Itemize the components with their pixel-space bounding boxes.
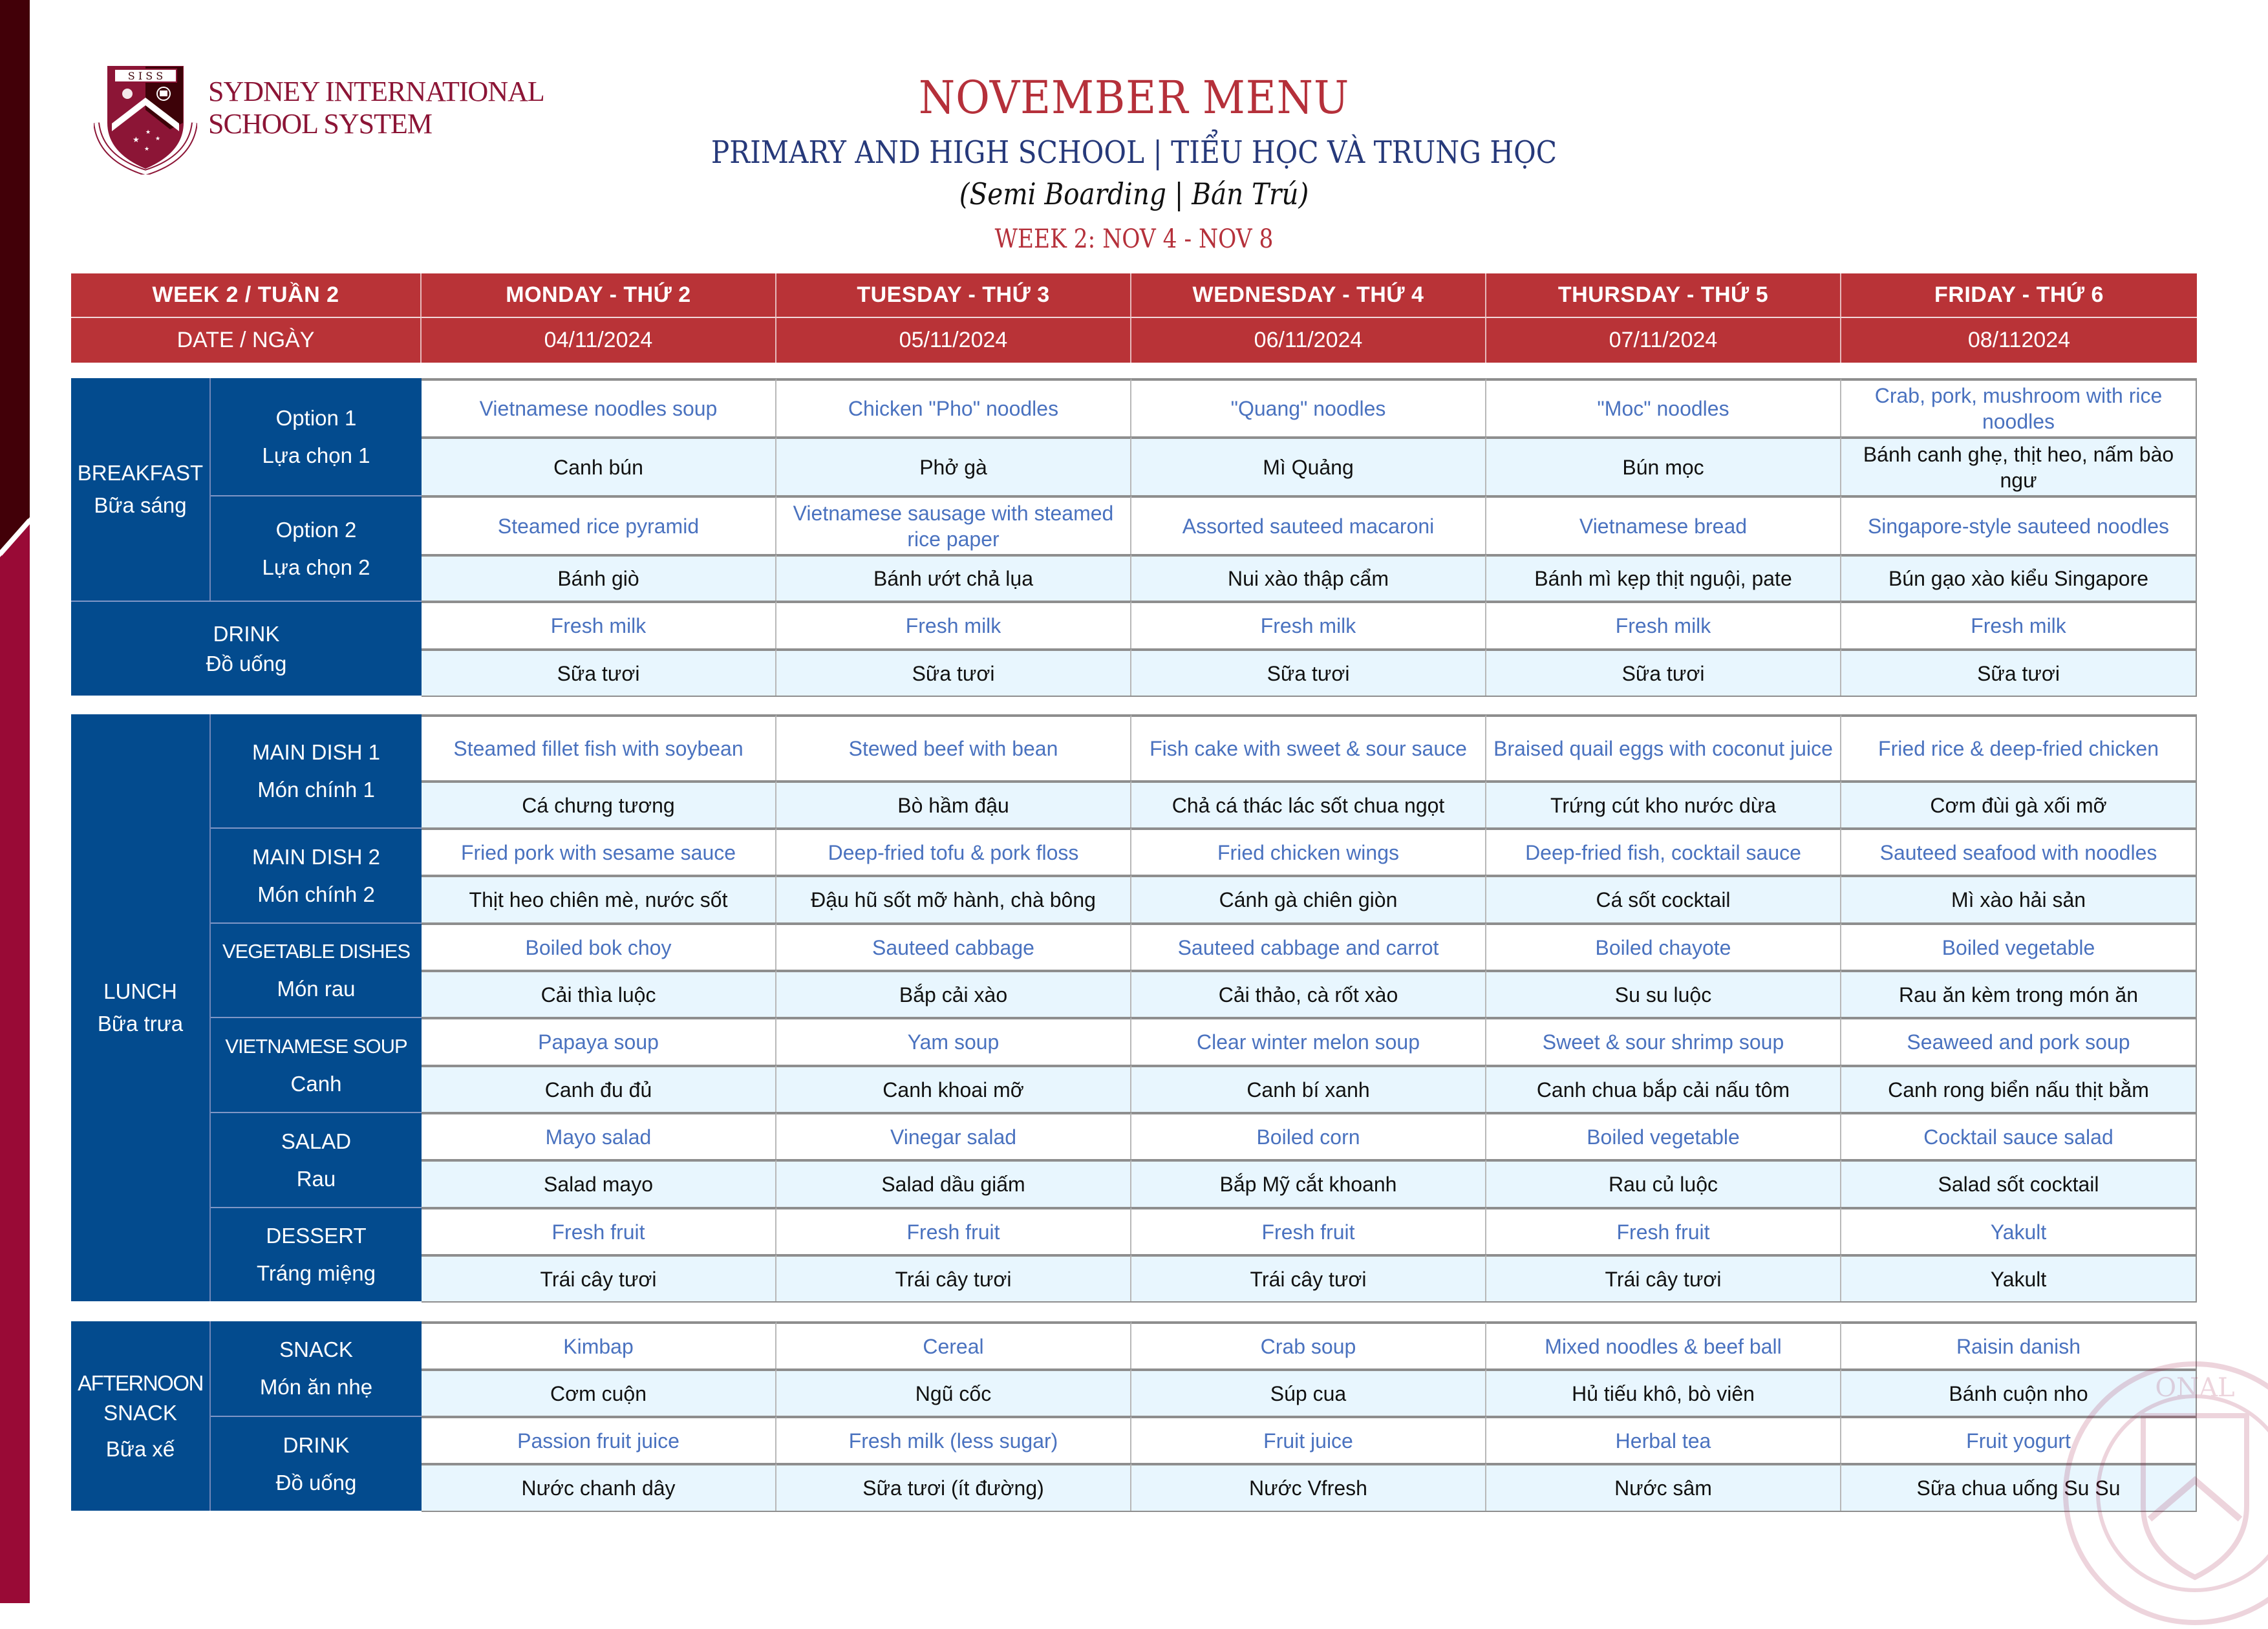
main-dish2-label: [211, 827, 422, 922]
page-subtitle: PRIMARY AND HIGH SCHOOL | TIỂU HỌC VÀ TRUNG HỌC: [711, 134, 1557, 171]
menu-cell-lunch-main1-vi-thursday: Trứng cút kho nước dừa: [1486, 780, 1841, 827]
menu-cell-lunch-dessert-vi-friday: Yakult: [1841, 1254, 2197, 1301]
soup-label-en: VIETNAMESE SOUP: [225, 1034, 407, 1058]
menu-cell-lunch-main2-vi-tuesday: Đậu hũ sốt mỡ hành, chà bông: [776, 875, 1131, 922]
menu-cell-lunch-main2-en-tuesday: Deep-fried tofu & pork floss: [776, 827, 1131, 875]
menu-cell-breakfast-option1-en-monday: Vietnamese noodles soup: [422, 378, 776, 436]
menu-cell-lunch-main1-en-wednesday: Fish cake with sweet & sour sauce: [1131, 714, 1486, 780]
menu-cell-breakfast-option1-en-wednesday: "Quang" noodles: [1131, 378, 1486, 436]
snack-label: [211, 1321, 422, 1416]
menu-cell-lunch-vegetable-vi-monday: Cải thìa luộc: [422, 970, 776, 1017]
menu-cell-afternoon-drink-en-wednesday: Fruit juice: [1131, 1416, 1486, 1463]
menu-cell-lunch-main2-en-wednesday: Fried chicken wings: [1131, 827, 1486, 875]
menu-cell-afternoon-snack-vi-monday: Cơm cuộn: [422, 1368, 776, 1416]
salad-label-vi: Rau: [296, 1166, 336, 1191]
menu-cell-lunch-salad-vi-wednesday: Bắp Mỹ cắt khoanh: [1131, 1159, 1486, 1207]
day-header-tuesday: TUESDAY - THỨ 3: [776, 273, 1131, 318]
afternoon-label-en1: AFTERNOON: [78, 1370, 203, 1395]
soup-label-vi: Canh: [290, 1071, 342, 1096]
breakfast-label-en: BREAKFAST: [77, 461, 204, 485]
breakfast-drink-label: [71, 601, 422, 696]
dessert-label: [211, 1207, 422, 1301]
date-thursday: 07/11/2024: [1486, 318, 1841, 363]
dessert-label-vi: Tráng miệng: [256, 1261, 376, 1285]
menu-cell-breakfast-option1-vi-friday: Bánh canh ghẹ, thịt heo, nấm bào ngư: [1841, 436, 2197, 495]
menu-cell-afternoon-drink-vi-tuesday: Sữa tươi (ít đường): [776, 1463, 1131, 1511]
main-dish1-label-en: MAIN DISH 1: [251, 740, 381, 764]
menu-cell-afternoon-drink-en-monday: Passion fruit juice: [422, 1416, 776, 1463]
menu-cell-afternoon-drink-vi-friday: Sữa chua uống Su Su: [1841, 1463, 2197, 1511]
menu-cell-breakfast-drink-vi-friday: Sữa tươi: [1841, 648, 2197, 696]
menu-cell-breakfast-option2-vi-thursday: Bánh mì kẹp thịt nguội, pate: [1486, 554, 1841, 601]
menu-cell-afternoon-snack-en-thursday: Mixed noodles & beef ball: [1486, 1321, 1841, 1368]
vegetable-label: [211, 922, 422, 1017]
menu-cell-afternoon-snack-en-tuesday: Cereal: [776, 1321, 1131, 1368]
svg-text:S I S S: S I S S: [127, 70, 164, 82]
afternoon-label-en2: SNACK: [103, 1400, 177, 1425]
menu-cell-afternoon-snack-en-monday: Kimbap: [422, 1321, 776, 1368]
menu-cell-breakfast-drink-en-wednesday: Fresh milk: [1131, 601, 1486, 648]
table-header: [71, 273, 2197, 363]
svg-text:★: ★: [145, 129, 151, 135]
date-tuesday: 05/11/2024: [776, 318, 1131, 363]
snack-label-vi: Món ăn nhẹ: [259, 1375, 373, 1399]
option1-label: [211, 378, 422, 495]
afternoon-drink-label-en: DRINK: [283, 1432, 350, 1457]
program-label: (Semi Boarding | Bán Trú): [959, 176, 1309, 211]
menu-cell-lunch-main1-vi-tuesday: Bò hầm đậu: [776, 780, 1131, 827]
menu-cell-afternoon-drink-vi-monday: Nước chanh dây: [422, 1463, 776, 1511]
dessert-label-en: DESSERT: [266, 1224, 367, 1248]
day-header-wednesday: WEDNESDAY - THỨ 4: [1131, 273, 1486, 318]
menu-cell-lunch-dessert-vi-wednesday: Trái cây tươi: [1131, 1254, 1486, 1301]
menu-cell-lunch-main2-vi-thursday: Cá sốt cocktail: [1486, 875, 1841, 922]
main-dish1-label: [211, 714, 422, 827]
menu-cell-afternoon-drink-vi-wednesday: Nước Vfresh: [1131, 1463, 1486, 1511]
option2-label: [211, 495, 422, 601]
menu-cell-lunch-main2-vi-monday: Thịt heo chiên mè, nước sốt: [422, 875, 776, 922]
menu-cell-lunch-salad-vi-monday: Salad mayo: [422, 1159, 776, 1207]
menu-cell-breakfast-option1-vi-wednesday: Mì Quảng: [1131, 436, 1486, 495]
breakfast-drink-label-vi: Đồ uống: [206, 651, 287, 676]
school-name-line2: SCHOOL SYSTEM: [208, 108, 432, 140]
menu-cell-breakfast-option1-vi-thursday: Bún mọc: [1486, 436, 1841, 495]
menu-cell-breakfast-option2-en-monday: Steamed rice pyramid: [422, 495, 776, 554]
soup-label: [211, 1017, 422, 1112]
menu-cell-lunch-salad-en-monday: Mayo salad: [422, 1112, 776, 1159]
menu-cell-lunch-main2-vi-friday: Mì xào hải sản: [1841, 875, 2197, 922]
menu-cell-breakfast-option1-en-tuesday: Chicken "Pho" noodles: [776, 378, 1131, 436]
menu-cell-afternoon-snack-vi-tuesday: Ngũ cốc: [776, 1368, 1131, 1416]
menu-cell-lunch-dessert-en-monday: Fresh fruit: [422, 1207, 776, 1254]
menu-cell-breakfast-drink-vi-monday: Sữa tươi: [422, 648, 776, 696]
menu-cell-breakfast-option2-vi-wednesday: Nui xào thập cẩm: [1131, 554, 1486, 601]
breakfast-label-vi: Bữa sáng: [94, 493, 187, 517]
menu-cell-breakfast-drink-vi-thursday: Sữa tươi: [1486, 648, 1841, 696]
menu-cell-breakfast-drink-en-friday: Fresh milk: [1841, 601, 2197, 648]
menu-cell-lunch-main1-en-thursday: Braised quail eggs with coconut juice: [1486, 714, 1841, 780]
menu-cell-breakfast-option2-en-tuesday: Vietnamese sausage with steamed rice paper: [776, 495, 1131, 554]
menu-cell-afternoon-snack-vi-friday: Bánh cuộn nho: [1841, 1368, 2197, 1416]
menu-cell-lunch-vegetable-vi-thursday: Su su luộc: [1486, 970, 1841, 1017]
menu-cell-lunch-salad-en-tuesday: Vinegar salad: [776, 1112, 1131, 1159]
menu-cell-lunch-dessert-vi-monday: Trái cây tươi: [422, 1254, 776, 1301]
menu-cell-lunch-main1-vi-wednesday: Chả cá thác lác sốt chua ngọt: [1131, 780, 1486, 827]
lunch-label-en: LUNCH: [103, 979, 177, 1003]
date-label: DATE / NGÀY: [71, 318, 422, 363]
main-dish2-label-en: MAIN DISH 2: [251, 844, 381, 869]
menu-cell-afternoon-snack-vi-wednesday: Súp cua: [1131, 1368, 1486, 1416]
menu-cell-lunch-soup-vi-monday: Canh đu đủ: [422, 1065, 776, 1112]
menu-cell-lunch-soup-en-thursday: Sweet & sour shrimp soup: [1486, 1017, 1841, 1065]
menu-cell-breakfast-option1-en-friday: Crab, pork, mushroom with rice noodles: [1841, 378, 2197, 436]
date-wednesday: 06/11/2024: [1131, 318, 1486, 363]
day-header-thursday: THURSDAY - THỨ 5: [1486, 273, 1841, 318]
menu-cell-lunch-salad-vi-friday: Salad sốt cocktail: [1841, 1159, 2197, 1207]
breakfast-label: [71, 378, 211, 601]
menu-cell-lunch-vegetable-en-wednesday: Sauteed cabbage and carrot: [1131, 922, 1486, 970]
menu-cell-breakfast-option2-vi-monday: Bánh giò: [422, 554, 776, 601]
menu-cell-breakfast-option2-en-thursday: Vietnamese bread: [1486, 495, 1841, 554]
snack-label-en: SNACK: [279, 1337, 353, 1361]
menu-cell-breakfast-drink-vi-tuesday: Sữa tươi: [776, 648, 1131, 696]
breakfast-drink-label-en: DRINK: [213, 621, 280, 646]
decorative-side-bar: [0, 0, 30, 1603]
menu-cell-lunch-vegetable-vi-tuesday: Bắp cải xào: [776, 970, 1131, 1017]
menu-cell-lunch-salad-vi-thursday: Rau củ luộc: [1486, 1159, 1841, 1207]
menu-cell-afternoon-snack-en-friday: Raisin danish: [1841, 1321, 2197, 1368]
menu-cell-lunch-vegetable-en-thursday: Boiled chayote: [1486, 922, 1841, 970]
menu-cell-lunch-dessert-en-tuesday: Fresh fruit: [776, 1207, 1131, 1254]
menu-cell-breakfast-option1-vi-tuesday: Phở gà: [776, 436, 1131, 495]
menu-cell-breakfast-option2-vi-friday: Bún gạo xào kiểu Singapore: [1841, 554, 2197, 601]
menu-cell-breakfast-option2-en-wednesday: Assorted sauteed macaroni: [1131, 495, 1486, 554]
menu-cell-lunch-salad-en-friday: Cocktail sauce salad: [1841, 1112, 2197, 1159]
menu-cell-lunch-soup-vi-friday: Canh rong biển nấu thịt bằm: [1841, 1065, 2197, 1112]
menu-cell-breakfast-drink-en-monday: Fresh milk: [422, 601, 776, 648]
menu-cell-lunch-dessert-en-friday: Yakult: [1841, 1207, 2197, 1254]
menu-cell-lunch-soup-vi-thursday: Canh chua bắp cải nấu tôm: [1486, 1065, 1841, 1112]
menu-cell-lunch-soup-en-wednesday: Clear winter melon soup: [1131, 1017, 1486, 1065]
date-monday: 04/11/2024: [422, 318, 776, 363]
option1-label-en: Option 1: [275, 405, 357, 430]
menu-cell-lunch-vegetable-vi-friday: Rau ăn kèm trong món ăn: [1841, 970, 2197, 1017]
salad-label-en: SALAD: [281, 1129, 352, 1153]
week-range: WEEK 2: NOV 4 - NOV 8: [994, 224, 1274, 254]
watermark-seal-icon: [2059, 1358, 2268, 1629]
afternoon-drink-label: [211, 1416, 422, 1511]
menu-cell-lunch-main1-en-tuesday: Stewed beef with bean: [776, 714, 1131, 780]
option2-label-vi: Lựa chọn 2: [262, 555, 370, 579]
menu-cell-breakfast-option1-en-thursday: "Moc" noodles: [1486, 378, 1841, 436]
menu-cell-afternoon-drink-en-thursday: Herbal tea: [1486, 1416, 1841, 1463]
day-header-friday: FRIDAY - THỨ 6: [1841, 273, 2197, 318]
afternoon-snack-label: [71, 1321, 211, 1511]
svg-text:★: ★: [155, 135, 161, 142]
menu-cell-afternoon-snack-vi-thursday: Hủ tiếu khô, bò viên: [1486, 1368, 1841, 1416]
afternoon-drink-label-vi: Đồ uống: [275, 1470, 357, 1495]
vegetable-label-en: VEGETABLE DISHES: [222, 940, 411, 963]
menu-cell-lunch-vegetable-en-friday: Boiled vegetable: [1841, 922, 2197, 970]
menu-cell-lunch-dessert-en-wednesday: Fresh fruit: [1131, 1207, 1486, 1254]
svg-text:★: ★: [133, 135, 140, 144]
date-friday: 08/112024: [1967, 328, 2071, 352]
menu-cell-lunch-soup-vi-wednesday: Canh bí xanh: [1131, 1065, 1486, 1112]
svg-text:ONAL: ONAL: [2155, 1373, 2235, 1403]
menu-cell-breakfast-drink-vi-wednesday: Sữa tươi: [1131, 648, 1486, 696]
menu-cell-lunch-main1-en-friday: Fried rice & deep-fried chicken: [1841, 714, 2197, 780]
menu-cell-breakfast-option2-en-friday: Singapore-style sauteed noodles: [1841, 495, 2197, 554]
lunch-section: [71, 714, 2197, 1301]
menu-cell-lunch-main1-vi-monday: Cá chưng tương: [422, 780, 776, 827]
week-label: WEEK 2 / TUẦN 2: [71, 273, 422, 318]
menu-cell-lunch-main2-en-monday: Fried pork with sesame sauce: [422, 827, 776, 875]
menu-cell-lunch-main1-vi-friday: Cơm đùi gà xối mỡ: [1841, 780, 2197, 827]
menu-cell-breakfast-option2-vi-tuesday: Bánh ướt chả lụa: [776, 554, 1131, 601]
menu-cell-lunch-vegetable-vi-wednesday: Cải thảo, cà rốt xào: [1131, 970, 1486, 1017]
afternoon-snack-section: [71, 1321, 2197, 1511]
main-dish1-label-vi: Món chính 1: [257, 777, 375, 802]
menu-cell-afternoon-drink-en-tuesday: Fresh milk (less sugar): [776, 1416, 1131, 1463]
menu-cell-lunch-salad-en-thursday: Boiled vegetable: [1486, 1112, 1841, 1159]
menu-cell-lunch-soup-en-monday: Papaya soup: [422, 1017, 776, 1065]
menu-cell-lunch-main2-vi-wednesday: Cánh gà chiên giòn: [1131, 875, 1486, 922]
day-header-monday: MONDAY - THỨ 2: [422, 273, 776, 318]
menu-cell-lunch-main1-en-monday: Steamed fillet fish with soybean: [422, 714, 776, 780]
menu-cell-lunch-salad-vi-tuesday: Salad dầu giấm: [776, 1159, 1131, 1207]
menu-cell-lunch-main2-en-friday: Sauteed seafood with noodles: [1841, 827, 2197, 875]
lunch-label-vi: Bữa trưa: [97, 1012, 184, 1036]
menu-cell-lunch-main2-en-thursday: Deep-fried fish, cocktail sauce: [1486, 827, 1841, 875]
menu-cell-lunch-salad-en-wednesday: Boiled corn: [1131, 1112, 1486, 1159]
menu-cell-breakfast-option1-vi-monday: Canh bún: [422, 436, 776, 495]
menu-cell-afternoon-drink-en-friday: Fruit yogurt: [1841, 1416, 2197, 1463]
menu-cell-lunch-vegetable-en-monday: Boiled bok choy: [422, 922, 776, 970]
svg-text:★: ★: [144, 145, 150, 152]
salad-label: [211, 1112, 422, 1207]
vegetable-label-vi: Món rau: [277, 977, 356, 1001]
menu-cell-afternoon-snack-en-wednesday: Crab soup: [1131, 1321, 1486, 1368]
menu-cell-lunch-soup-en-tuesday: Yam soup: [776, 1017, 1131, 1065]
breakfast-section: [71, 378, 2197, 696]
main-dish2-label-vi: Món chính 2: [257, 882, 375, 906]
menu-cell-lunch-vegetable-en-tuesday: Sauteed cabbage: [776, 922, 1131, 970]
page-title: NOVEMBER MENU: [918, 71, 1350, 124]
menu-cell-afternoon-drink-vi-thursday: Nước sâm: [1486, 1463, 1841, 1511]
lunch-label: [71, 714, 211, 1301]
option1-label-vi: Lựa chọn 1: [262, 443, 370, 467]
menu-cell-lunch-dessert-vi-thursday: Trái cây tươi: [1486, 1254, 1841, 1301]
school-name-line1: SYDNEY INTERNATIONAL: [208, 76, 544, 107]
menu-cell-lunch-dessert-vi-tuesday: Trái cây tươi: [776, 1254, 1131, 1301]
menu-cell-breakfast-drink-en-thursday: Fresh milk: [1486, 601, 1841, 648]
afternoon-label-vi: Bữa xế: [105, 1436, 175, 1461]
menu-cell-breakfast-drink-en-tuesday: Fresh milk: [776, 601, 1131, 648]
menu-cell-lunch-soup-vi-tuesday: Canh khoai mỡ: [776, 1065, 1131, 1112]
menu-cell-lunch-dessert-en-thursday: Fresh fruit: [1486, 1207, 1841, 1254]
option2-label-en: Option 2: [275, 517, 357, 542]
menu-cell-lunch-soup-en-friday: Seaweed and pork soup: [1841, 1017, 2197, 1065]
